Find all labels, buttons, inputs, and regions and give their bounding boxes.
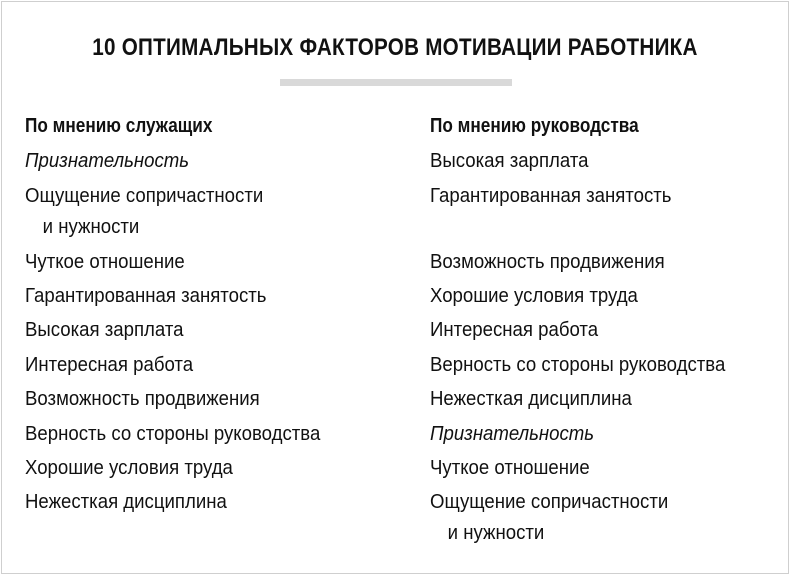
list-item: Верность со стороны руководства	[25, 423, 321, 445]
list-item: Гарантированная занятость	[25, 285, 267, 307]
list-item: Интересная работа	[430, 319, 599, 341]
list-item: Ощущение сопричастности	[430, 491, 669, 513]
list-item: Ощущение сопричастности	[25, 185, 264, 207]
title-divider	[280, 79, 512, 86]
list-item: Верность со стороны руководства	[430, 354, 726, 376]
employees-heading: По мнению служащих	[25, 115, 213, 137]
list-item: Хорошие условия труда	[25, 457, 233, 479]
page-title	[0, 34, 790, 62]
list-item: Чуткое отношение	[25, 251, 185, 273]
list-item: Гарантированная занятость	[430, 185, 672, 207]
list-item: Возможность продвижения	[430, 251, 665, 273]
list-item-continuation: и нужности	[447, 522, 545, 544]
list-item: Хорошие условия труда	[430, 285, 638, 307]
management-heading: По мнению руководства	[430, 115, 639, 137]
list-item: Возможность продвижения	[25, 388, 260, 410]
list-item: Высокая зарплата	[25, 319, 184, 341]
list-item: Нежесткая дисциплина	[25, 491, 227, 513]
list-item: Высокая зарплата	[430, 150, 589, 172]
list-item: Чуткое отношение	[430, 457, 590, 479]
list-item: Интересная работа	[25, 354, 194, 376]
list-item-continuation: и нужности	[42, 216, 140, 238]
list-item: Признательность	[25, 150, 190, 172]
title-text: 10 ОПТИМАЛЬНЫХ ФАКТОРОВ МОТИВАЦИИ РАБОТНИКА	[92, 34, 698, 61]
list-item: Признательность	[430, 423, 595, 445]
list-item: Нежесткая дисциплина	[430, 388, 632, 410]
